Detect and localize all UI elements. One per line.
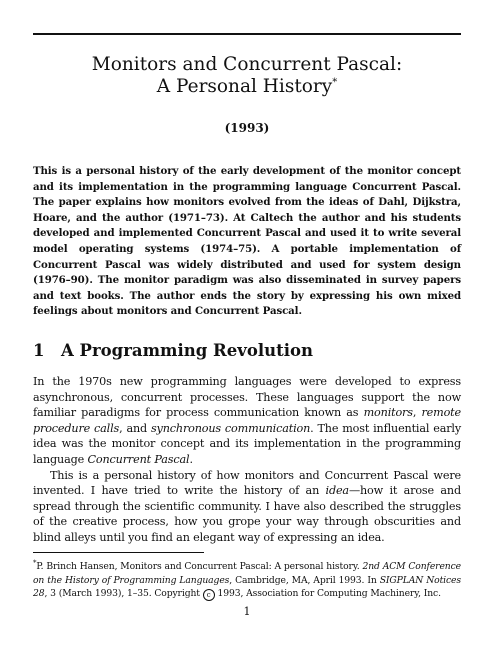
paragraph-2-text-b: —how it arose and spread through the scientific community. I have also described the struggles of the creative process, how you grope your way through obscurities and blind alleys until you find an elegant way of expressing an idea.	[33, 484, 461, 544]
footnote-mark: *	[33, 559, 37, 567]
paragraph-1-end: .	[189, 452, 193, 466]
footnote-text-b: , Cambridge, MA, April 1993. In	[229, 574, 380, 586]
section-heading	[33, 341, 461, 361]
section-title: A Programming Revolution	[61, 341, 313, 360]
paper-title	[33, 54, 461, 98]
title-footnote-mark: *	[332, 76, 338, 88]
footnote-text-c: , 3 (March 1993), 1–35. Copyright	[44, 588, 203, 600]
paragraph-2-text-a: This is a personal history of how monitors and Concurrent Pascal were invented. I have tried to write the history of an	[33, 468, 461, 498]
footnote-text-d: 1993, Association for Computing Machinery, Inc.	[214, 588, 441, 600]
section-number: 1	[33, 341, 45, 360]
copyright-symbol: c	[203, 589, 215, 601]
paragraph-2-em-idea: idea	[325, 484, 349, 498]
paragraph-1-text-b: . The most influential early idea was the monitor concept and its implementation in the programming language	[33, 421, 462, 466]
top-rule	[33, 33, 461, 35]
paragraph-1-em-sync: synchronous communication	[150, 421, 311, 435]
abstract: This is a personal history of the early development of the monitor concept and its implementation in the programming language Concurrent Pascal. The paper explains how monitors evolved from the ideas of Dahl, Dijkstra, Hoare, and the author (1971–73). At Caltech the author and his students developed and implemented Concurrent Pascal and used it to write several model operating systems (1974–75). A portable implementation of Concurrent Pascal was widely distributed and used for system design (1976–90). The monitor paradigm was also disseminated in survey papers and text books. The author ends the story by expressing his own mixed feelings about monitors and Concurrent Pascal.	[33, 165, 461, 318]
body-text	[33, 374, 461, 546]
paragraph-1-em-rpc: remote procedure calls	[33, 406, 461, 435]
footnote-em-sigplan: SIGPLAN Notices 28	[33, 574, 462, 600]
paper-year: (1993)	[224, 121, 270, 135]
paragraph-1-sep-1: ,	[412, 406, 422, 420]
footnote-text-a: P. Brinch Hansen, Monitors and Concurrent Pascal: A personal history.	[36, 561, 363, 573]
footnote-em-conference: 2nd ACM Conference on the History of Programming Languages	[33, 561, 462, 586]
paragraph-1-text-a: In the 1970s new programming languages were developed to express asynchronous, concurrent processes. These languages support the now familiar paradigms for process communication known as	[33, 375, 461, 420]
paragraph-1	[33, 374, 461, 468]
footnote-rule	[33, 552, 204, 553]
title-line-2	[33, 76, 461, 98]
title-line-1: Monitors and Concurrent Pascal:	[91, 54, 403, 75]
page-number: 1	[243, 605, 251, 618]
title-line-2-text: A Personal History	[156, 76, 333, 97]
footnote	[33, 557, 461, 601]
paragraph-1-em-concurrent-pascal: Concurrent Pascal	[87, 452, 190, 466]
paragraph-1-em-monitors: monitors	[363, 406, 413, 420]
paragraph-2	[33, 468, 461, 546]
paragraph-1-sep-2: , and	[119, 421, 151, 435]
